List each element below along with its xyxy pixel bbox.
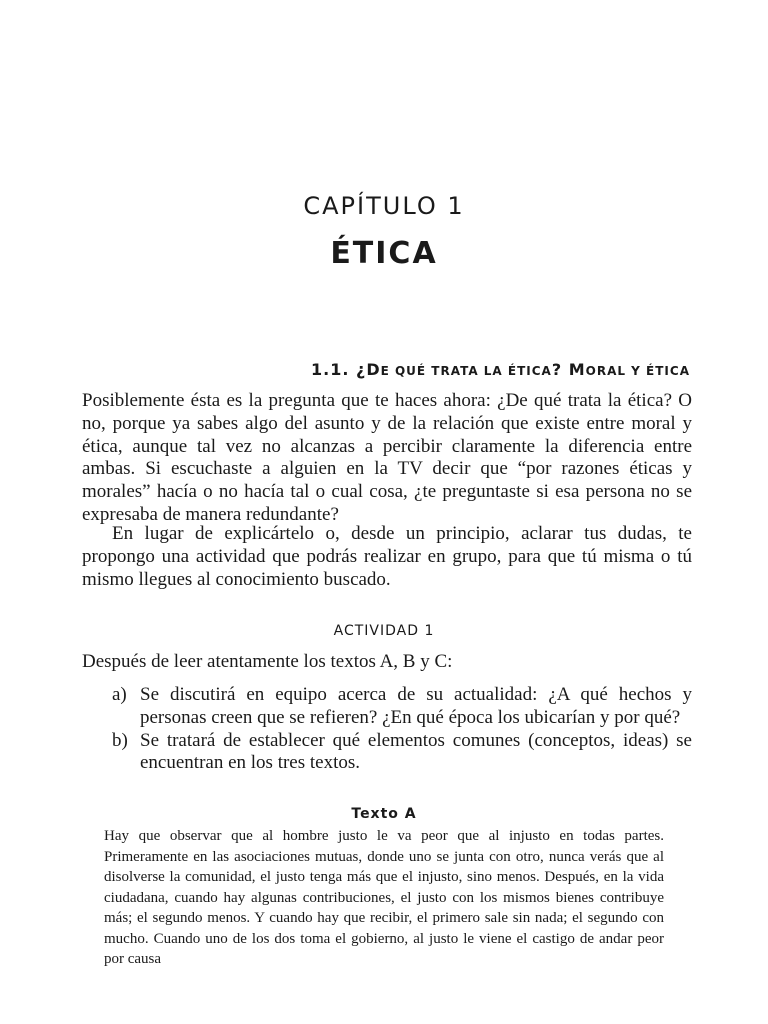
list-item (112, 684, 692, 730)
list-item-text: Se tratará de establecer qué elementos comunes (conceptos, ideas) se encuentran en los tres textos. (140, 729, 692, 774)
chapter-title: ÉTICA (330, 236, 438, 271)
body-paragraph: Posiblemente ésta es la pregunta que te haces ahora: ¿De qué trata la ética? O no, porque ya sabes algo del asunto y de la relación que existe entre moral y ética, aunque tal vez no alcanzas a percibir claramente la diferencia entre ambas. Si escuchaste a alguien en la TV decir que “por razones éticas y morales” hacía o no hacía tal o cual cosa, ¿te preguntaste si esa persona no se expresaba de manera redundante? (82, 390, 692, 525)
body-paragraph: En lugar de explicártelo o, desde un principio, aclarar tus dudas, te propongo una actividad que podrás realizar en grupo, para que tú misma o tú mismo llegues al conocimiento buscado. (82, 523, 692, 590)
chapter-label: CAPÍTULO 1 (303, 192, 465, 220)
section-number: 1.1. (311, 360, 350, 379)
list-item-text: Se discutirá en equipo acerca de su actualidad: ¿A qué hechos y personas creen que se refieren? ¿En qué época los ubicarían y por qué? (140, 684, 692, 728)
section-title-part: ¿D (356, 360, 381, 379)
section-title-part: E QUÉ TRATA LA ÉTICA (380, 364, 552, 378)
text-a-title: Texto A (351, 806, 417, 822)
activity-intro: Después de leer atentamente los textos A, B y C: (82, 651, 453, 672)
section-title-part: ? M (551, 360, 586, 379)
list-item (112, 730, 692, 776)
section-title-part: ORAL Y ÉTICA (585, 364, 690, 378)
activity-heading: ACTIVIDAD 1 (333, 623, 435, 639)
activity-list (112, 684, 692, 775)
text-a-body: Hay que observar que al hombre justo le va peor que al injusto en todas partes. Primeramente en las asociaciones mutuas, donde uno se junta con otro, nunca verás que al disolverse la comunidad, el justo tenga más que el injusto, sino menos. Después, en la vida ciudadana, cuando hay algunas contribuciones, el justo con los mismos bienes contribuye más; el segundo menos. Y cuando hay que recibir, el primero sale sin nada; el segundo con mucho. Cuando uno de los dos toma el gobierno, al justo le viene el castigo de andar peor por causa (104, 828, 664, 967)
section-heading (311, 360, 690, 379)
list-marker: a) (112, 684, 127, 705)
list-marker: b) (112, 729, 128, 751)
